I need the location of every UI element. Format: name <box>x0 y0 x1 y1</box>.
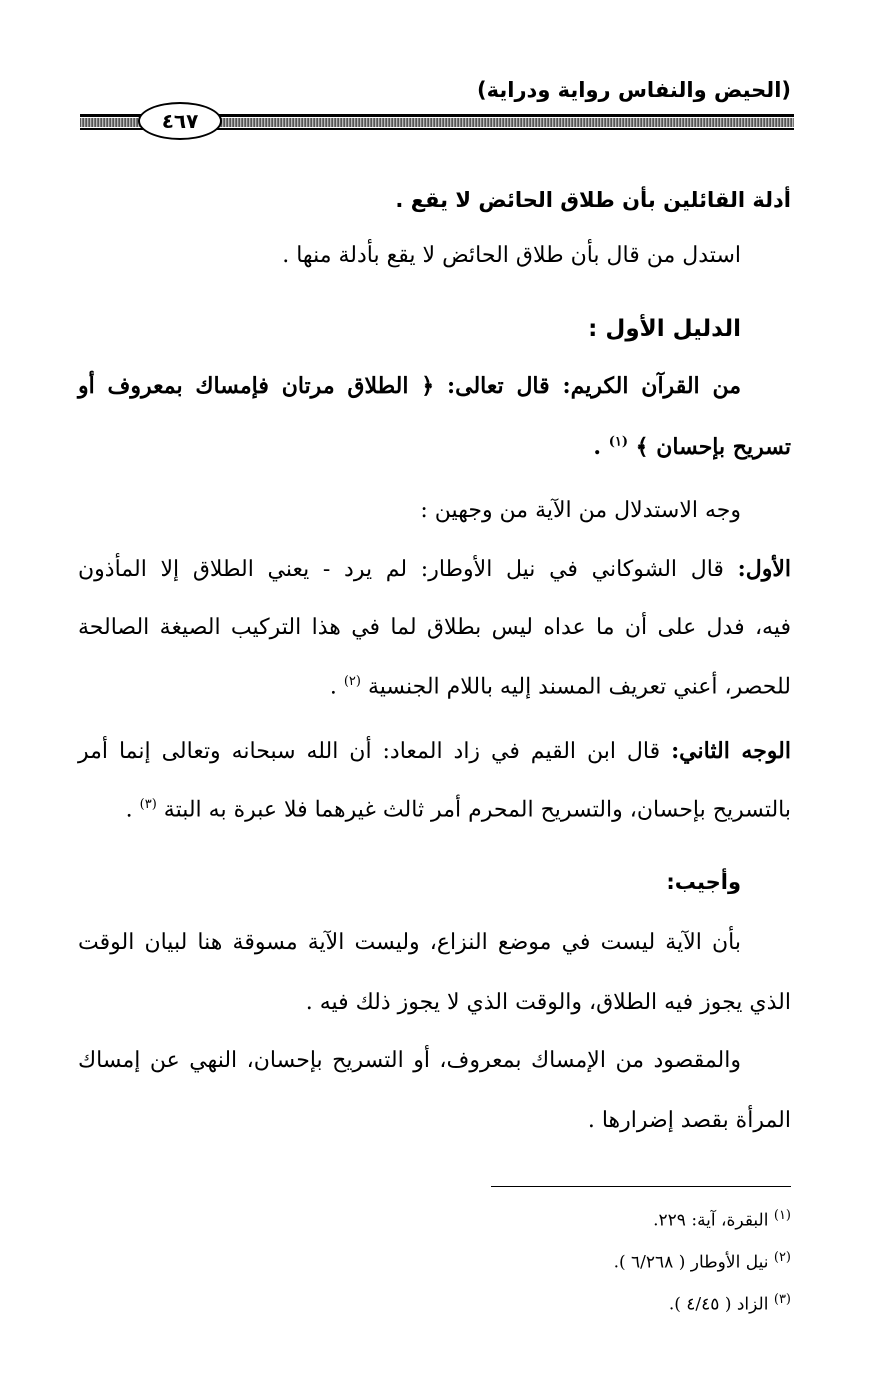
quran-line-1-text: من القرآن الكريم: قال تعالى: ﴿ الطلاق مرتان فإمساك بمعروف أو <box>78 373 741 399</box>
running-header-title: (الحيض والنفاس رواية ودراية) <box>477 78 791 102</box>
second-line-1-text: قال ابن القيم في زاد المعاد: أن الله سبحانه وتعالى إنما أمر <box>78 739 661 764</box>
section-heading: أدلة القائلين بأن طلاق الحائض لا يقع . <box>395 188 791 212</box>
footnote-separator <box>491 1186 791 1187</box>
footnote-1-number: (١) <box>773 1208 791 1223</box>
footnote-3-number: (٣) <box>773 1292 791 1307</box>
footnote-1-text: البقرة، آية: ٢٢٩. <box>653 1210 769 1231</box>
footnote-2-number: (٢) <box>773 1250 791 1265</box>
second-line-2 <box>126 797 791 822</box>
footnote-ref-3: (٣) <box>139 797 157 812</box>
footnote-3 <box>669 1292 791 1315</box>
answer-line-4: المرأة بقصد إضرارها . <box>587 1108 791 1133</box>
first-line-3-text: للحصر، أعني تعريف المسند إليه باللام الجنسية <box>367 674 791 700</box>
quran-line-1 <box>78 373 791 399</box>
first-line-1 <box>78 556 791 582</box>
footnote-ref-2: (٢) <box>343 674 361 689</box>
page-number: ٤٦٧ <box>161 109 199 133</box>
answer-title: وأجيب: <box>666 870 741 894</box>
first-line-1-text: قال الشوكاني في نيل الأوطار: لم يرد - يعني الطلاق إلا المأذون <box>78 557 724 582</box>
inference-intro: وجه الاستدلال من الآية من وجهين : <box>420 498 741 523</box>
footnote-ref-1: (١) <box>608 434 628 450</box>
answer-line-1: بأن الآية ليست في موضع النزاع، وليست الآية مسوقة هنا لبيان الوقت <box>78 930 741 955</box>
first-line-3-period: . <box>329 674 337 700</box>
answer-line-2: الذي يجوز فيه الطلاق، والوقت الذي لا يجوز ذلك فيه . <box>305 990 791 1015</box>
footnote-2 <box>614 1250 791 1273</box>
first-line-3 <box>330 674 791 699</box>
footnote-1 <box>653 1208 791 1231</box>
quran-line-2-text: تسريح بإحسان ﴾ <box>635 434 791 460</box>
page-number-badge <box>138 102 222 140</box>
evidence-1-title: الدليل الأول : <box>588 316 741 342</box>
second-label: الوجه الثاني: <box>671 738 791 764</box>
intro-paragraph: استدل من قال بأن طلاق الحائض لا يقع بأدلة منها . <box>282 243 741 268</box>
answer-line-3: والمقصود من الإمساك بمعروف، أو التسريح بإحسان، النهي عن إمساك <box>78 1048 741 1073</box>
footnote-2-text: نيل الأوطار ( ٦/٢٦٨ ). <box>613 1252 769 1273</box>
quran-line-2-period: . <box>593 434 602 460</box>
first-label: الأول: <box>737 556 791 582</box>
second-line-2-period: . <box>125 797 133 823</box>
second-line-1 <box>78 738 791 764</box>
first-line-2: فيه، فدل على أن ما عداه ليس بطلاق لما في هذا التركيب الصيغة الصالحة <box>78 615 791 640</box>
second-line-2-text: بالتسريح بإحسان، والتسريح المحرم أمر ثالث غيرهما فلا عبرة به البتة <box>163 797 791 823</box>
footnote-3-text: الزاد ( ٤/٤٥ ). <box>668 1294 769 1315</box>
quran-line-2 <box>593 434 791 460</box>
